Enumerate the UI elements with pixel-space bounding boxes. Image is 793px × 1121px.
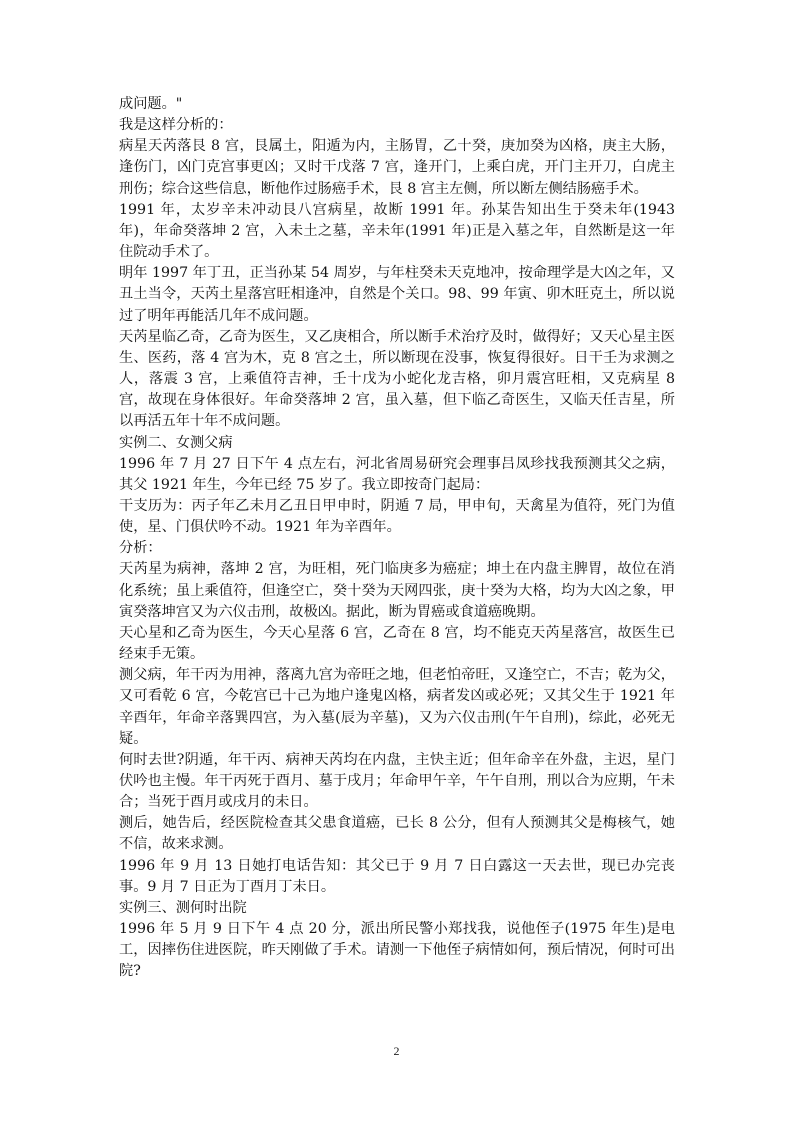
paragraph-4: 1991 年，太岁辛未冲动艮八宫病星，故断 1991 年。孙某告知出生于癸未年(1943 年)，年命癸落坤 2 宫，入未土之墓，辛未年(1991 年)正是入墓之年，自然断是这一年住院动手术了。 xyxy=(119,201,675,261)
page-number: 2 xyxy=(393,1044,400,1058)
paragraph-15: 测后，她告后，经医院检查其父患食道癌，已长 8 公分，但有人预测其父是梅核气，她不信，故来求测。 xyxy=(119,815,675,853)
paragraph-11: 天芮星为病神，落坤 2 宫，为旺相，死门临庚多为癌症；坤土在内盘主脾胃，故位在消化系统；虽上乘值符，但逢空亡，癸十癸为天网四张，庚十癸为大格，均为大凶之象，甲寅癸落坤宫又为六仪击刑，故极凶。据此，断为胃癌或食道癌晚期。 xyxy=(119,561,675,620)
section-heading-example-2: 实例二、女测父病 xyxy=(119,434,233,451)
paragraph-9: 干支历为：丙子年乙未月乙丑日甲申时，阴遁 7 局，甲申旬，天禽星为值符，死门为值使，星、门俱伏吟不动。1921 年为辛酉年。 xyxy=(119,497,675,536)
paragraph-1: 成问题。" xyxy=(119,96,183,112)
paragraph-12: 天心星和乙奇为医生，今天心星落 6 宫，乙奇在 8 宫，均不能克天芮星落宫，故医生已经束手无策。 xyxy=(119,624,675,663)
paragraph-3: 病星天芮落艮 8 宫，艮属土，阳遁为内，主肠胃，乙十癸，庚加癸为凶格，庚主大肠，逢伤门，凶门克宫事更凶；又时干戊落 7 宫，逢开门，上乘白虎，开门主开刀，白虎主刑伤；综合这些信息，断他作过肠癌手术，艮 8 宫主左侧，所以断左侧结肠癌手术。 xyxy=(119,138,675,197)
paragraph-14: 何时去世?阴遁，年干丙、病神天芮均在内盘，主快主近；但年命辛在外盘，主迟，星门伏吟也主慢。年干丙死于酉月、墓于戌月；年命甲午辛，午午自刑，刑以合为应期，午未合；当死于酉月或戌月的未日。 xyxy=(119,751,675,811)
paragraph-16: 1996 年 9 月 13 日她打电话告知：其父已于 9 月 7 日白露这一天去世，现已办完丧事。9 月 7 日正为丁酉月丁未日。 xyxy=(119,857,675,895)
section-heading-example-3: 实例三、测何时出院 xyxy=(119,899,247,916)
paragraph-5: 明年 1997 年丁丑，正当孙某 54 周岁，与年柱癸未天克地冲，按命理学是大凶之年，又丑土当令，天芮土星落宫旺相逢冲，自然是个关口。98、99 年寅、卯木旺克土，所以说过了明年再能活几年不成问题。 xyxy=(119,265,675,324)
analysis-label: 分析： xyxy=(119,540,162,557)
paragraph-6: 天芮星临乙奇，乙奇为医生，又乙庚相合，所以断手术治疗及时，做得好；又天心星主医生、医药，落 4 宫为木，克 8 宫之土，所以断现在没事，恢复得很好。日干壬为求测之人，落震 3 宫，上乘值符吉神，壬十戊为小蛇化龙吉格，卯月震宫旺相，又克病星 8 宫，故现在身体很好。年命癸落坤 2 宫，虽入墓，但下临乙奇医生，又临天任吉星，所以再活五年十年不成问题。 xyxy=(119,328,675,430)
paragraph-13: 测父病，年干丙为用神，落离九宫为帝旺之地，但老怕帝旺，又逢空亡，不吉；乾为父，又可看乾 6 宫，今乾宫已十己为地户逢鬼凶格，病者发凶或必死；又其父生于 1921 年辛酉年，年命辛落巽四宫，为入墓(辰为辛墓)，又为六仪击刑(午午自刑)，综此，必死无疑。 xyxy=(119,667,675,747)
paragraph-18: 1996 年 5 月 9 日下午 4 点 20 分，派出所民警小郑找我，说他侄子(1975 年生)是电工，因摔伤住进医院，昨天刚做了手术。请测一下他侄子病情如何，预后情况，何时可出院? xyxy=(119,921,675,980)
paragraph-8: 1996 年 7 月 27 日下午 4 点左右，河北省周易研究会理事吕凤珍找我预测其父之病，其父 1921 年生，今年已经 75 岁了。我立即按奇门起局： xyxy=(119,455,675,493)
document-body xyxy=(119,94,675,983)
paragraph-2: 我是这样分析的： xyxy=(119,117,233,134)
